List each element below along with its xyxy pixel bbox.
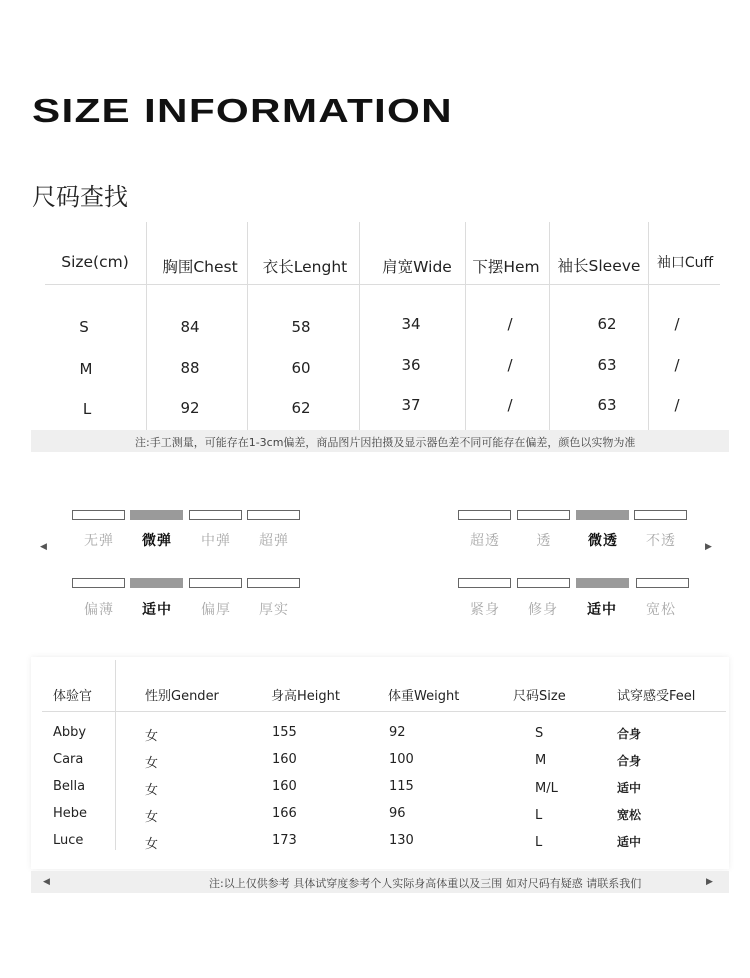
thickness-option: 偏薄 [84, 602, 114, 618]
cell-height: 166 [272, 806, 297, 821]
col-header-size: Size(cm) [61, 253, 129, 271]
col-header-length: 衣长Lenght [262, 258, 348, 276]
scale-box-selected [576, 578, 629, 588]
cell-weight: 115 [389, 779, 414, 794]
cell-sleeve: 62 [597, 315, 617, 333]
cell-gender: 女 [145, 729, 159, 744]
scale-box-selected [576, 510, 629, 520]
col-header-chest: 胸围Chest [162, 258, 238, 276]
cell-feel: 适中 [617, 835, 642, 849]
cell-size: S [79, 318, 89, 336]
col-header-shoulder: 肩宽Wide [382, 258, 452, 276]
cell-size: M [79, 360, 93, 378]
transparency-option: 透 [536, 533, 552, 549]
scroll-left-arrow-icon[interactable]: ◀ [40, 542, 47, 552]
thickness-option: 偏厚 [201, 602, 231, 618]
elasticity-option: 无弹 [84, 533, 114, 549]
cell-feel: 合身 [617, 727, 642, 741]
cell-shoulder: 36 [401, 356, 421, 374]
cell-size: S [535, 726, 544, 741]
cell-hem: / [507, 315, 513, 333]
scroll-right-arrow-icon[interactable]: ▶ [706, 877, 713, 887]
cell-name: Abby [53, 725, 87, 740]
cell-feel: 适中 [617, 781, 642, 795]
cell-cuff: / [674, 396, 680, 414]
cell-weight: 100 [389, 752, 414, 767]
col-header-cuff: 袖口Cuff [656, 255, 714, 271]
cell-weight: 130 [389, 833, 414, 848]
fit-option: 修身 [528, 602, 558, 618]
cell-shoulder: 34 [401, 315, 421, 333]
col-header-height: 身高Height [271, 689, 340, 704]
scale-box [247, 510, 300, 520]
cell-gender: 女 [145, 837, 159, 852]
col-header-hem: 下摆Hem [472, 258, 540, 276]
cell-name: Luce [53, 833, 84, 848]
cell-weight: 92 [389, 725, 406, 740]
model-note: 注:以上仅供参考 具体试穿度参考个人实际身高体重以及三围 如对尺码有疑惑 请联系我们 [209, 877, 642, 890]
table-divider [115, 660, 116, 850]
section-title-size-lookup: 尺码查找 [32, 183, 128, 211]
cell-chest: 84 [180, 318, 200, 336]
thickness-option: 厚实 [259, 602, 289, 618]
cell-weight: 96 [389, 806, 406, 821]
scale-box [517, 578, 570, 588]
table-divider [648, 222, 649, 432]
cell-name: Cara [53, 752, 84, 767]
table-divider [247, 222, 248, 432]
scale-box [247, 578, 300, 588]
scroll-right-arrow-icon[interactable]: ▶ [705, 542, 712, 552]
cell-feel: 合身 [617, 754, 642, 768]
scale-box [72, 578, 125, 588]
cell-size: M/L [535, 781, 558, 796]
scale-box [72, 510, 125, 520]
table-divider [549, 222, 550, 432]
scale-box [517, 510, 570, 520]
table-header-divider [45, 284, 720, 285]
scale-box [189, 578, 242, 588]
cell-height: 160 [272, 779, 297, 794]
cell-size: L [535, 835, 543, 850]
col-header-sleeve: 袖长Sleeve [557, 257, 641, 275]
scale-box [458, 510, 511, 520]
cell-height: 155 [272, 725, 297, 740]
cell-shoulder: 37 [401, 396, 421, 414]
scroll-left-arrow-icon[interactable]: ◀ [43, 877, 50, 887]
scale-box-selected [130, 510, 183, 520]
cell-size: L [535, 808, 543, 823]
cell-length: 60 [291, 359, 311, 377]
table-divider [465, 222, 466, 432]
cell-size: L [82, 400, 92, 418]
cell-sleeve: 63 [597, 396, 617, 414]
scale-box [189, 510, 242, 520]
cell-length: 62 [291, 399, 311, 417]
cell-chest: 88 [180, 359, 200, 377]
elasticity-option-selected: 微弹 [142, 533, 172, 549]
scale-box [634, 510, 687, 520]
col-header-size: 尺码Size [513, 689, 566, 704]
size-note: 注:手工测量，可能存在1-3cm偏差，商品图片因拍摄及显示器色差不同可能存在偏差，颜色以实物为准 [135, 436, 636, 449]
cell-chest: 92 [180, 399, 200, 417]
fit-option-selected: 适中 [587, 602, 617, 618]
elasticity-option: 超弹 [259, 533, 289, 549]
table-divider [146, 222, 147, 432]
transparency-option-selected: 微透 [588, 533, 618, 549]
page-title: SIZE INFORMATION [32, 92, 453, 129]
table-divider [359, 222, 360, 432]
scale-box [636, 578, 689, 588]
thickness-option-selected: 适中 [142, 602, 172, 618]
col-header-weight: 体重Weight [388, 689, 460, 704]
fit-option: 紧身 [470, 602, 500, 618]
scale-box [458, 578, 511, 588]
cell-sleeve: 63 [597, 356, 617, 374]
cell-gender: 女 [145, 783, 159, 798]
cell-size: M [535, 753, 547, 768]
col-header-tester: 体验官 [53, 689, 93, 704]
transparency-option: 不透 [646, 533, 676, 549]
cell-height: 173 [272, 833, 297, 848]
cell-gender: 女 [145, 756, 159, 771]
cell-length: 58 [291, 318, 311, 336]
cell-cuff: / [674, 315, 680, 333]
transparency-option: 超透 [470, 533, 500, 549]
table-header-divider [42, 711, 726, 712]
cell-hem: / [507, 356, 513, 374]
elasticity-option: 中弹 [201, 533, 231, 549]
cell-cuff: / [674, 356, 680, 374]
col-header-gender: 性别Gender [145, 689, 219, 704]
cell-gender: 女 [145, 810, 159, 825]
cell-height: 160 [272, 752, 297, 767]
cell-name: Bella [53, 779, 86, 794]
fit-option: 宽松 [646, 602, 676, 618]
cell-feel: 宽松 [617, 808, 642, 822]
cell-hem: / [507, 396, 513, 414]
scale-box-selected [130, 578, 183, 588]
cell-name: Hebe [53, 806, 88, 821]
col-header-feel: 试穿感受Feel [617, 689, 696, 704]
